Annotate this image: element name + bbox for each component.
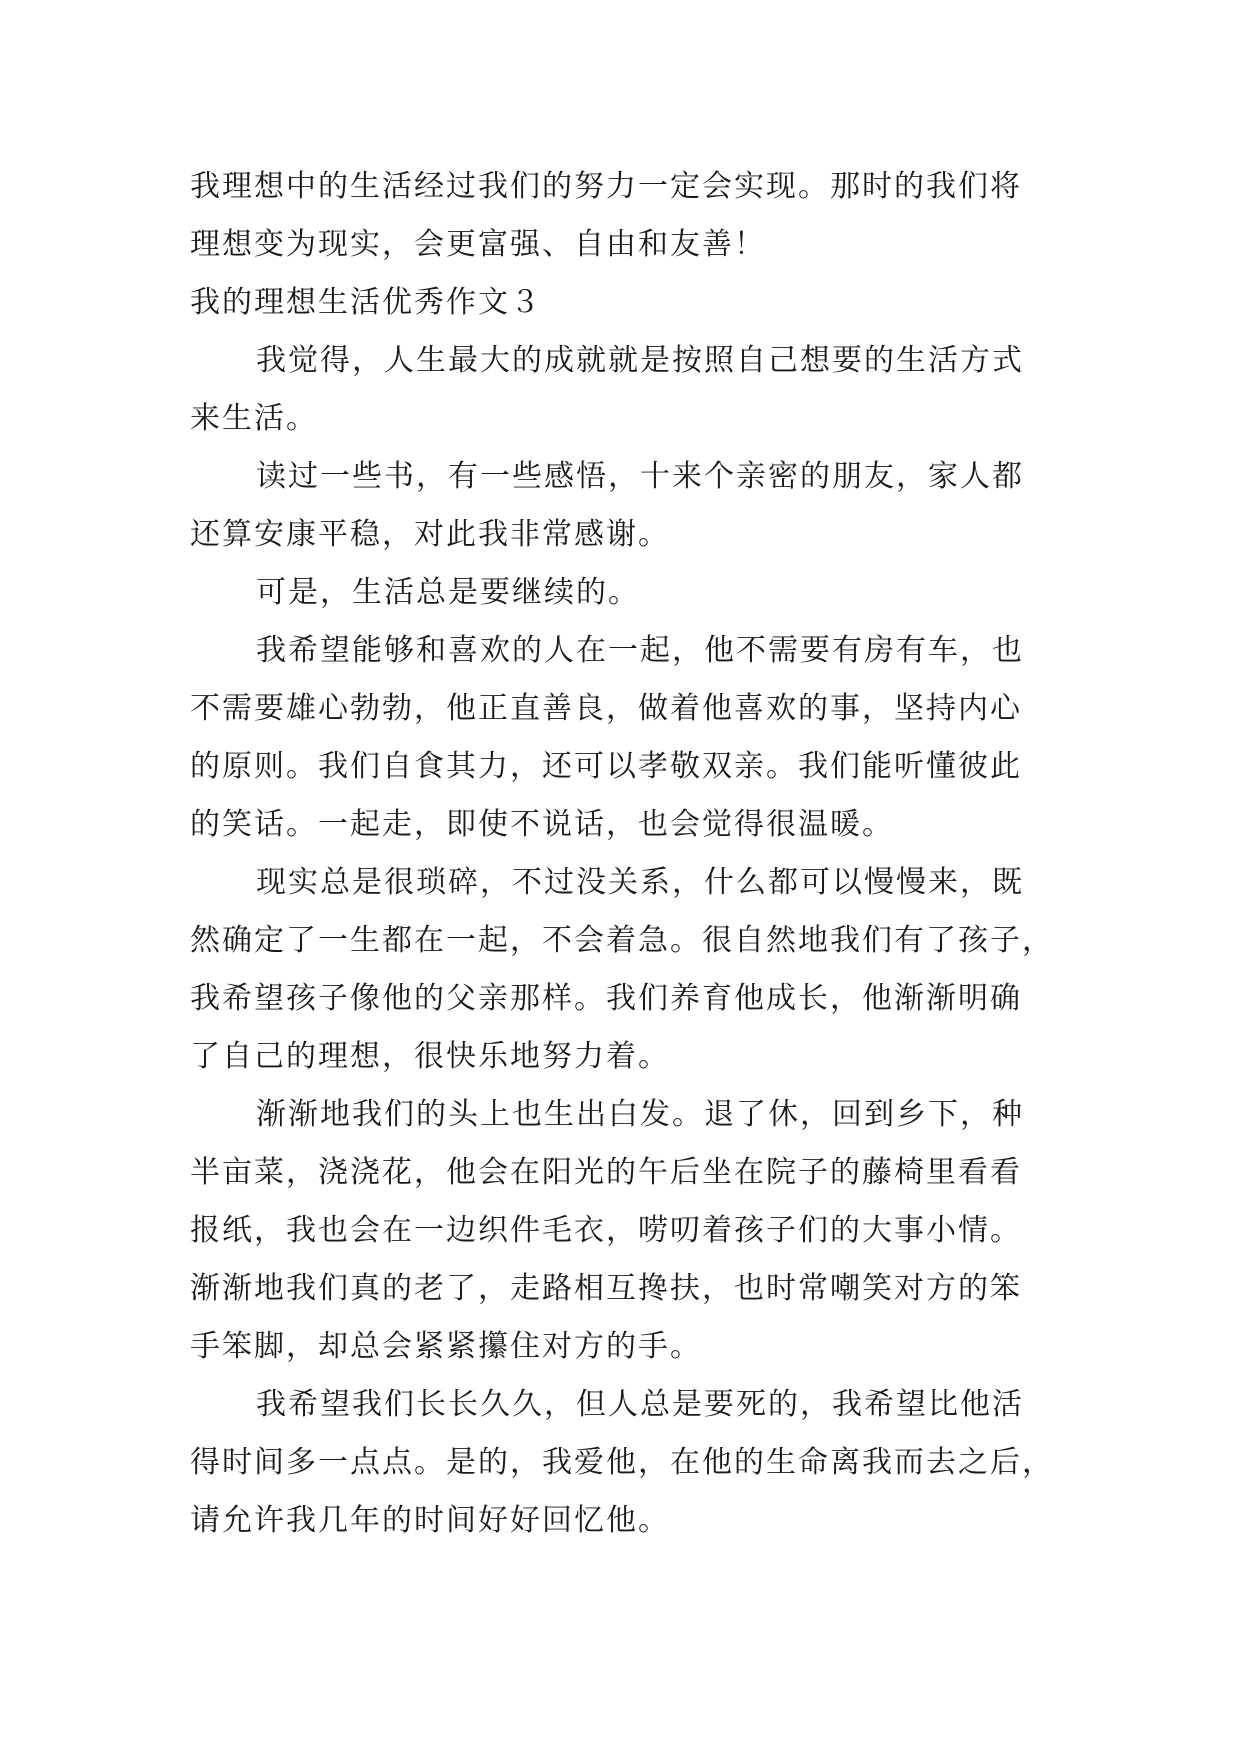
text-line: 我理想中的生活经过我们的努力一定会实现。那时的我们将: [190, 169, 1022, 204]
text-line: 可是，生活总是要继续的。: [256, 575, 640, 610]
text-line: 我希望孩子像他的父亲那样。我们养育他成长，他渐渐明确: [190, 981, 1022, 1016]
text-line: 报纸，我也会在一边织件毛衣，唠叨着孩子们的大事小情。: [190, 1213, 1022, 1248]
text-line: 我希望能够和喜欢的人在一起，他不需要有房有车，也: [256, 633, 1024, 668]
text-line: 读过一些书，有一些感悟，十来个亲密的朋友，家人都: [256, 459, 1024, 494]
essay-text: [190, 158, 1070, 1550]
text-line: 渐渐地我们的头上也生出白发。退了休，回到乡下，种: [256, 1097, 1024, 1132]
text-line: 来生活。: [190, 401, 318, 436]
text-line: 我觉得，人生最大的成就就是按照自己想要的生活方式: [256, 343, 1024, 378]
text-line: 请允许我几年的时间好好回忆他。: [190, 1503, 670, 1538]
text-line: 现实总是很琐碎，不过没关系，什么都可以慢慢来，既: [256, 865, 1024, 900]
text-line: 不需要雄心勃勃，他正直善良，做着他喜欢的事，坚持内心: [190, 691, 1022, 726]
text-line: 半亩菜，浇浇花，他会在阳光的午后坐在院子的藤椅里看看: [190, 1155, 1022, 1190]
text-line: 的原则。我们自食其力，还可以孝敬双亲。我们能听懂彼此: [190, 749, 1022, 784]
text-line: 还算安康平稳，对此我非常感谢。: [190, 517, 670, 552]
text-line: 我希望我们长长久久，但人总是要死的，我希望比他活: [256, 1387, 1024, 1422]
text-line: 手笨脚，却总会紧紧攥住对方的手。: [190, 1329, 702, 1364]
text-line: 的笑话。一起走，即使不说话，也会觉得很温暖。: [190, 807, 894, 842]
text-line: 理想变为现实，会更富强、自由和友善！: [190, 227, 766, 262]
text-line: 渐渐地我们真的老了，走路相互搀扶，也时常嘲笑对方的笨: [190, 1271, 1022, 1306]
text-line: 了自己的理想，很快乐地努力着。: [190, 1039, 670, 1074]
text-line: 得时间多一点点。是的，我爱他，在他的生命离我而去之后，: [190, 1445, 1054, 1480]
essay-heading: 我的理想生活优秀作文３: [190, 285, 542, 320]
text-line: 然确定了一生都在一起，不会着急。很自然地我们有了孩子，: [190, 923, 1054, 958]
